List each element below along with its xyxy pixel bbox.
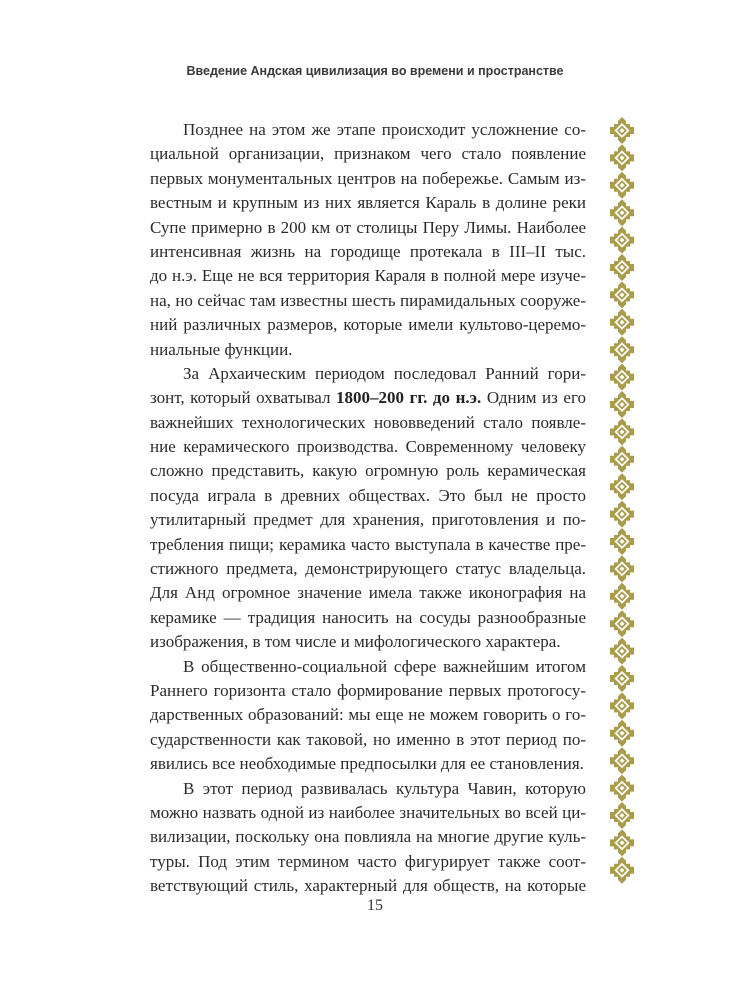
text-line: [150, 264, 586, 288]
text-line-content: За Архаическим периодом последовал Ранний гори-: [183, 363, 586, 383]
text-line: [150, 557, 586, 581]
text-line-content: требления пищи; керамика часто выступала в качестве пре-: [150, 534, 586, 554]
text-line-content: ниальные функции.: [150, 339, 293, 359]
text-line-content: стижного предмета, демонстрирующего статус владельца.: [150, 559, 586, 579]
text-line: [150, 728, 586, 752]
bold-date-range: 1800–200 гг. до н.э.: [336, 388, 482, 408]
text-line-content: важнейших технологических нововведений стало появле-: [150, 412, 586, 432]
text-line-content: Супе примерно в 200 км от столицы Перу Лимы. Наиболее: [150, 217, 586, 237]
text-line: [150, 362, 586, 386]
text-line-content: утилитарный предмет для хранения, приготовления и по-: [150, 510, 586, 530]
text-line-continuation: Одним из его: [481, 388, 587, 408]
text-line: [150, 703, 586, 727]
diamond-motif-icon: [610, 665, 634, 692]
diamond-motif-icon: [610, 747, 634, 774]
diamond-motif-icon: [610, 555, 634, 582]
diamond-motif-icon: [610, 391, 634, 418]
text-line: [150, 630, 586, 654]
diamond-motif-icon: [610, 829, 634, 856]
diamond-motif-icon: [610, 610, 634, 637]
page-number: 15: [367, 897, 383, 914]
diamond-motif-icon: [610, 281, 634, 308]
diamond-motif-icon: [610, 227, 634, 254]
text-line: [150, 191, 586, 215]
text-line: [150, 752, 586, 776]
text-line-content: явились все необходимые предпосылки для ее становления.: [150, 754, 584, 774]
ornament-border-icon: [606, 117, 638, 885]
text-line-content: Раннего горизонта стало формирование первых протогосу-: [150, 680, 586, 700]
diamond-motif-icon: [610, 775, 634, 802]
diamond-motif-icon: [610, 638, 634, 665]
text-line: [150, 118, 586, 142]
text-line-content: В общественно-социальной сфере важнейшим итогом: [183, 656, 586, 676]
text-line-content: сударственности как таковой, но именно в этот период по-: [150, 729, 586, 749]
text-line: [150, 411, 586, 435]
diamond-motif-icon: [610, 501, 634, 528]
text-line-content: до н.э. Еще не вся территория Караля в полной мере изуче-: [150, 266, 586, 286]
text-line-content: посуда играла в древних обществах. Это был не просто: [150, 485, 586, 505]
diamond-motif-icon: [610, 172, 634, 199]
diamond-motif-icon: [610, 199, 634, 226]
diamond-motif-icon: [610, 857, 634, 884]
text-line: [150, 825, 586, 849]
text-line: [150, 874, 586, 898]
diamond-motif-icon: [610, 364, 634, 391]
text-line: [150, 777, 586, 801]
text-line-content: туры. Под этим термином часто фигурирует также соот-: [150, 851, 586, 871]
diamond-motif-icon: [610, 254, 634, 281]
text-line-content: на, но сейчас там известны шесть пирамидальных сооруже-: [150, 290, 586, 310]
text-line: [150, 606, 586, 630]
text-line: [150, 386, 586, 410]
diamond-motif-icon: [610, 528, 634, 555]
text-line-content: вестным и крупным из них является Караль в долине реки: [150, 193, 586, 213]
text-line-content: ний различных размеров, которые имели культово-церемо-: [150, 315, 586, 335]
diamond-motif-icon: [610, 336, 634, 363]
text-line-content: интенсивная жизнь на городище протекала в III–II тыс.: [150, 241, 586, 261]
text-line-content: изображения, в том числе и мифологического характера.: [150, 632, 561, 652]
text-line-content: В этот период развивалась культура Чавин, которую: [183, 778, 586, 798]
diamond-motif-icon: [610, 418, 634, 445]
body-text: [150, 118, 586, 899]
running-header: Введение Андская цивилизация во времени и пространстве: [186, 64, 564, 78]
text-line: [150, 581, 586, 605]
diamond-motif-icon: [610, 446, 634, 473]
text-line-content: зонт, который охватывал: [150, 388, 337, 408]
text-line: [150, 459, 586, 483]
text-line: [150, 533, 586, 557]
text-line: [150, 850, 586, 874]
diamond-motif-icon: [610, 144, 634, 171]
diamond-motif-icon: [610, 802, 634, 829]
text-line-content: первых монументальных центров на побережье. Самым из-: [150, 168, 586, 188]
text-line-content: можно назвать одной из наиболее значительных во всей ци-: [150, 802, 586, 822]
text-line-content: циальной организации, признаком чего стало появление: [150, 144, 586, 164]
diamond-motif-icon: [610, 692, 634, 719]
diamond-motif-icon: [610, 117, 634, 144]
text-line: [150, 679, 586, 703]
text-line: [150, 142, 586, 166]
text-line-content: вилизации, поскольку она повлияла на многие другие куль-: [150, 827, 586, 847]
text-line: [150, 508, 586, 532]
text-line-content: дарственных образований: мы еще не можем говорить о го-: [150, 705, 586, 725]
text-line: [150, 338, 586, 362]
text-line: [150, 801, 586, 825]
text-line: [150, 655, 586, 679]
diamond-motif-icon: [610, 583, 634, 610]
text-line-content: Для Анд огромное значение имела также иконография на: [150, 583, 586, 603]
text-line-content: ветствующий стиль, характерный для обществ, на которые: [150, 876, 586, 896]
text-line: [150, 289, 586, 313]
text-line-content: керамике — традиция наносить на сосуды разнообразные: [150, 607, 586, 627]
diamond-motif-icon: [610, 720, 634, 747]
text-line-content: ние керамического производства. Современному человеку: [150, 437, 586, 457]
text-line: [150, 435, 586, 459]
text-line: [150, 240, 586, 264]
text-line: [150, 216, 586, 240]
text-line-content: Позднее на этом же этапе происходит усложнение со-: [183, 120, 586, 139]
text-line: [150, 167, 586, 191]
diamond-motif-icon: [610, 309, 634, 336]
diamond-motif-icon: [610, 473, 634, 500]
text-line: [150, 484, 586, 508]
text-line-content: сложно представить, какую огромную роль керамическая: [150, 461, 586, 481]
text-line: [150, 313, 586, 337]
